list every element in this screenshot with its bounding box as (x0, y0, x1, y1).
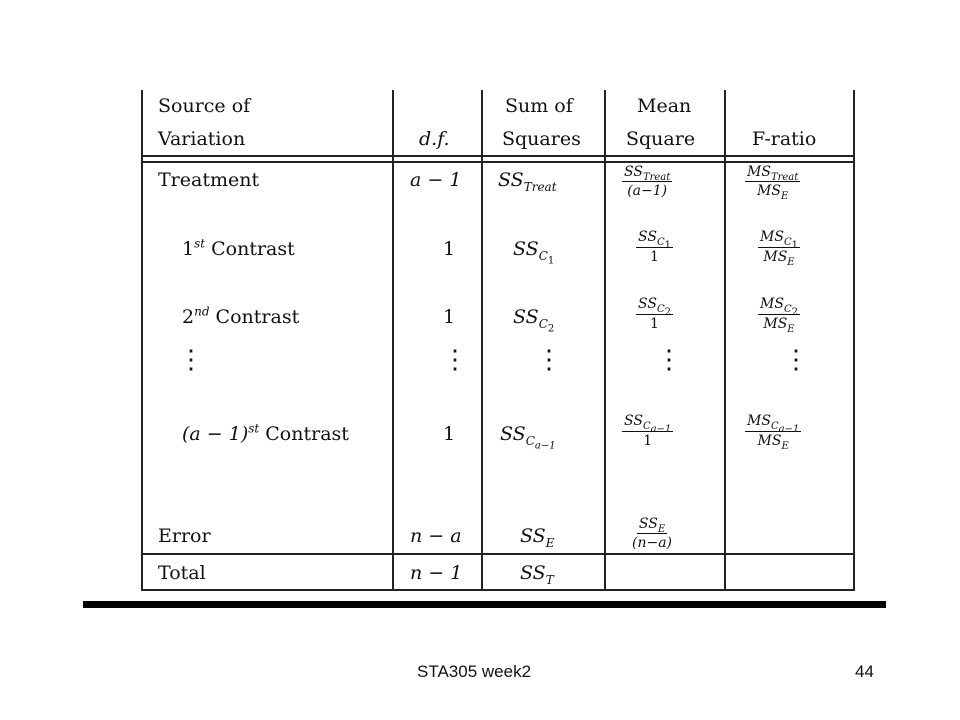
column-divider-ms (604, 90, 606, 591)
row-contrast1-df: 1 (443, 238, 456, 260)
row-contrast2-f-fraction: $MS_{C_2}$ $MS_E$ (760, 296, 798, 335)
ellipsis-dots-source: ⋮ (178, 345, 204, 375)
ellipsis-dots-ms: ⋮ (656, 345, 682, 375)
ellipsis-dots-f: ⋮ (783, 345, 809, 375)
row-contrast-last-ss: $SS_{C_{a-1}}$ (500, 423, 556, 452)
row-treatment-ss: $SS_{Treat}$ (498, 169, 557, 194)
row-total-df: n − 1 (410, 562, 463, 584)
column-divider-f (724, 90, 726, 591)
row-treatment-f-fraction: $MS_{Treat}$ $MS_E$ (747, 164, 799, 202)
footer-course-label: STA305 week2 (417, 662, 532, 681)
row-error-ss: $SS_E$ (520, 525, 555, 550)
column-divider-df (392, 90, 394, 591)
row-treatment-df: a − 1 (410, 169, 462, 191)
footer-page-number: 44 (855, 662, 874, 681)
header-rule-bottom (141, 161, 855, 163)
table-right-border (853, 90, 855, 591)
row-error-ms-fraction: $SS_E$ (n−a) (632, 516, 673, 551)
row-total-ss: $SS_T$ (520, 562, 554, 587)
header-df: d.f. (419, 128, 450, 150)
ellipsis-dots-ss: ⋮ (536, 345, 562, 375)
table-bottom-rule (141, 589, 855, 591)
header-f-ratio: F-ratio (752, 128, 817, 150)
row-contrast1-ms-fraction: $SS_{C_1}$ 1 (638, 229, 671, 265)
row-contrast1-f-fraction: $MS_{C_1}$ $MS_E$ (760, 229, 798, 268)
header-source-line1: Source of (158, 95, 251, 117)
header-ss-line1: Sum of (505, 95, 573, 117)
table-left-border (141, 90, 143, 591)
row-total-source: Total (158, 562, 206, 584)
row-contrast-last-source: $(a - 1)^{st}$ Contrast (182, 421, 349, 445)
row-contrast1-ss: $SS_{C_1}$ (513, 238, 555, 267)
row-error-df: n − a (410, 525, 462, 547)
row-contrast2-source: 2nd Contrast (182, 304, 300, 328)
header-source-line2: Variation (158, 128, 246, 150)
row-contrast-last-f-fraction: $MS_{C_{a-1}}$ $MS_E$ (747, 413, 800, 452)
total-rule (141, 553, 855, 555)
row-error-source: Error (158, 525, 211, 547)
row-treatment-ms-fraction: $SS_{Treat}$ (a−1) (624, 164, 671, 199)
row-contrast2-ms-fraction: $SS_{C_2}$ 1 (638, 296, 671, 332)
row-contrast2-ss: $SS_{C_2}$ (513, 306, 555, 335)
header-rule-top (141, 155, 855, 157)
header-ss-line2: Squares (502, 128, 581, 150)
header-ms-line1: Mean (637, 95, 692, 117)
slide-divider-bar (83, 601, 886, 608)
column-divider-ss (481, 90, 483, 591)
row-contrast-last-df: 1 (443, 423, 456, 445)
row-treatment-source: Treatment (158, 169, 260, 191)
ellipsis-dots-df: ⋮ (442, 345, 468, 375)
row-contrast-last-ms-fraction: $SS_{C_{a-1}}$ 1 (624, 413, 672, 449)
row-contrast2-df: 1 (443, 306, 456, 328)
row-contrast1-source: 1st Contrast (182, 236, 295, 260)
header-ms-line2: Square (626, 128, 696, 150)
